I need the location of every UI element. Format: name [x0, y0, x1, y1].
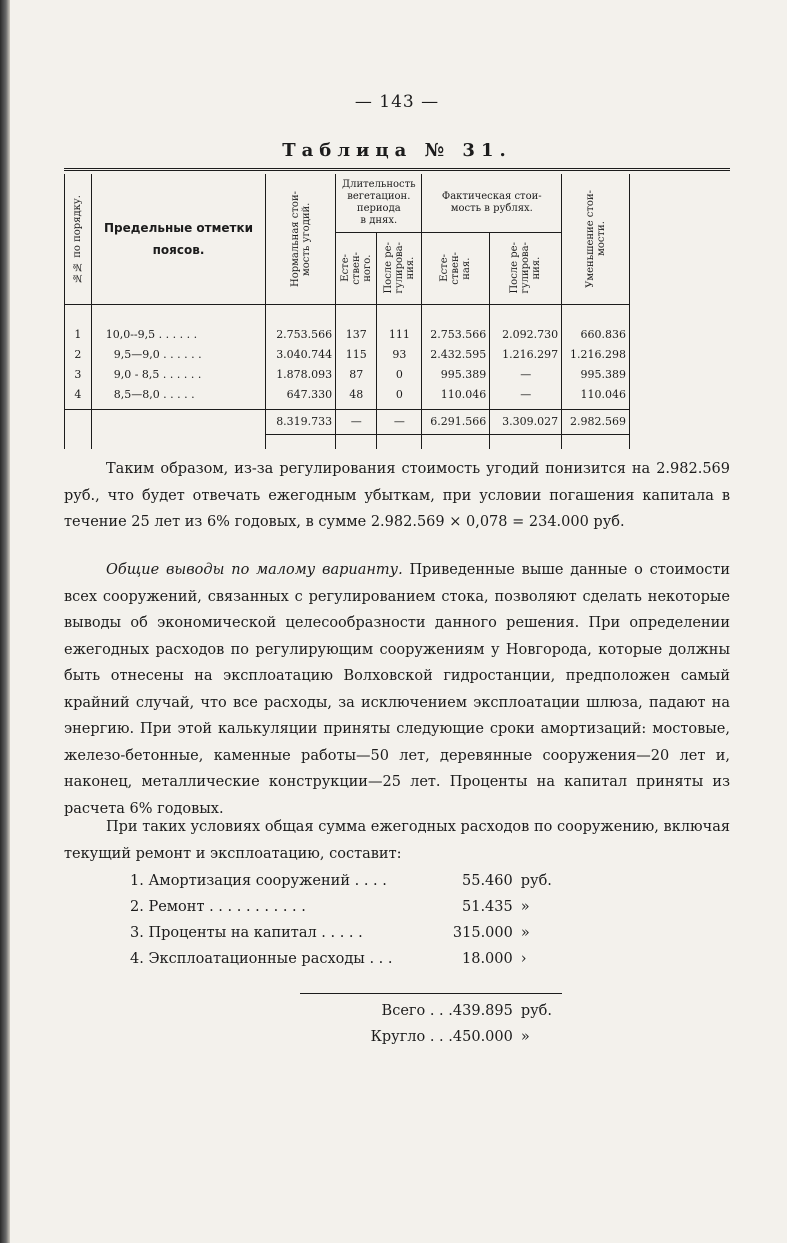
document-page [64, 0, 730, 1243]
list-item: 1. Амортизация сооружений . . . . 55.460 руб. [130, 873, 552, 889]
table-row: 3 9,0 - 8,5 . . . . . . 1.878.093 87 0 995.389 — 995.389 [65, 365, 630, 385]
header-duration-group: Длительность вегетацион. периода в днях. [336, 174, 422, 232]
paragraph-italic-heading: Общие выводы по малому варианту. [106, 562, 403, 578]
paragraph-body: Приведенные выше данные о стоимости всех сооружений, связанных с регулированием стока, позволяют сделать некоторые выводы об экономической целесообразности данного решения. При определении ежегодных расходов по регулирующим сооружениям у Новгорода, которые должны быть отнесены на эксплоатацию Волховской гидростанции, предположен самый крайний случай, что все расходы, за исключением эксплоатации шлюза, падают на энергию. При этой калькуляции приняты следующие сроки амортизаций: мостовые, железо-бетонные, каменные работы—50 лет, деревянные сооружения—20 лет и, наконец, металлические конструкции—25 лет. Проценты на капитал приняты из расчета 6% годовых. [64, 562, 730, 817]
list-item: 2. Ремонт . . . . . . . . . . . 51.435 » [130, 899, 530, 915]
paragraph-general-conclusions [64, 557, 730, 822]
paragraph-regulation-loss: Таким образом, из-за регулирования стоимость угодий понизится на 2.982.569 руб., что будет отвечать ежегодным убыткам, при условии погашения капитала в течение 25 лет из 6% годовых, в сумме 2.982.569 × 0,078 = 234.000 руб. [64, 461, 730, 530]
table-top-rule [64, 168, 730, 171]
table-total-row: 8.319.733 — — 6.291.566 3.309.027 2.982.569 [65, 409, 630, 434]
list-item: 4. Эксплоатационные расходы . . . 18.000 › [130, 951, 527, 967]
expenses-list [130, 868, 560, 972]
header-decrease: Уменьшение стои- мости. [562, 174, 630, 304]
totals-rule [300, 993, 562, 994]
table-row: 4 8,5—8,0 . . . . . 647.330 48 0 110.046 — 110.046 [65, 385, 630, 405]
header-duration-natural: Есте- ствен- ного. [336, 232, 377, 304]
table-31 [64, 174, 630, 449]
header-order: №№ по порядку. [65, 174, 92, 304]
table-title: Таблица № 31. [282, 140, 512, 161]
header-zones: Предельные отметки поясов. [91, 174, 266, 304]
total-item: Всего . . . 439.895 руб. [381, 1003, 553, 1019]
page-number: — 143 — [354, 92, 440, 112]
total-item: Кругло . . . 450.000 » [370, 1029, 530, 1045]
header-normal-cost: Нормальная стои- мость угодий. [266, 174, 336, 304]
header-actual-group: Фактическая стои- мость в рублях. [422, 174, 562, 232]
table-row: 1 10,0--9,5 . . . . . . 2.753.566 137 111 2.753.566 2.092.730 660.836 [65, 304, 630, 345]
book-spine-shadow [0, 0, 10, 1243]
header-actual-natural: Есте- ствен- ная. [422, 232, 490, 304]
table-row: 2 9,5—9,0 . . . . . . 3.040.744 115 93 2.432.595 1.216.297 1.216.298 [65, 345, 630, 365]
paragraph-annual-expenses-intro: При таких условиях общая сумма ежегодных расходов по сооружению, включая текущий ремонт и эксплоатацию, составит: [64, 819, 730, 862]
list-item: 3. Проценты на капитал . . . . . 315.000 » [130, 925, 530, 941]
table-tail-row [65, 434, 630, 449]
header-actual-regulated: После ре- гулирова- ния. [490, 232, 562, 304]
totals-list [130, 998, 560, 1050]
header-duration-regulated: После ре- гулирова- ния. [377, 232, 422, 304]
